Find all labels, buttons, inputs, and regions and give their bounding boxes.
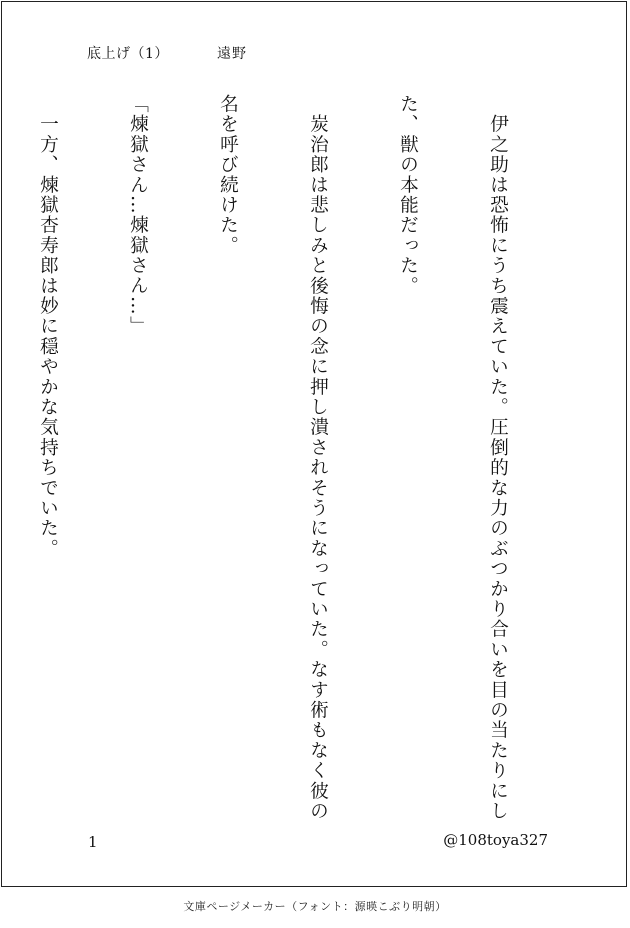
manuscript-page [1,1,627,887]
page-number: 1 [88,833,98,851]
text-line: 一方、煉獄杏寿郎は妙に穏やかな気持ちでいた。 [37,94,58,559]
text-line: 名を呼び続けた。 [217,94,238,256]
text-line: 伊之助は恐怖にうち震えていた。圧倒的な力のぶつかり合いを目の当たりにし [487,94,508,822]
author-handle: @108toya327 [443,831,548,849]
chapter-title: 底上げ（1） [87,46,169,62]
story-text [37,94,572,822]
generator-credit: 文庫ページメーカー（フォント：源暎こぶり明朝） [183,900,447,913]
text-line: 炭治郎は悲しみと後悔の念に押し潰されそうになっていた。なす術もなく彼の [307,94,328,822]
text-line: 「煉獄さん…煉獄さん…」 [127,94,148,337]
author-name: 遠野 [217,46,247,62]
text-line: た、獣の本能だった。 [397,94,418,296]
